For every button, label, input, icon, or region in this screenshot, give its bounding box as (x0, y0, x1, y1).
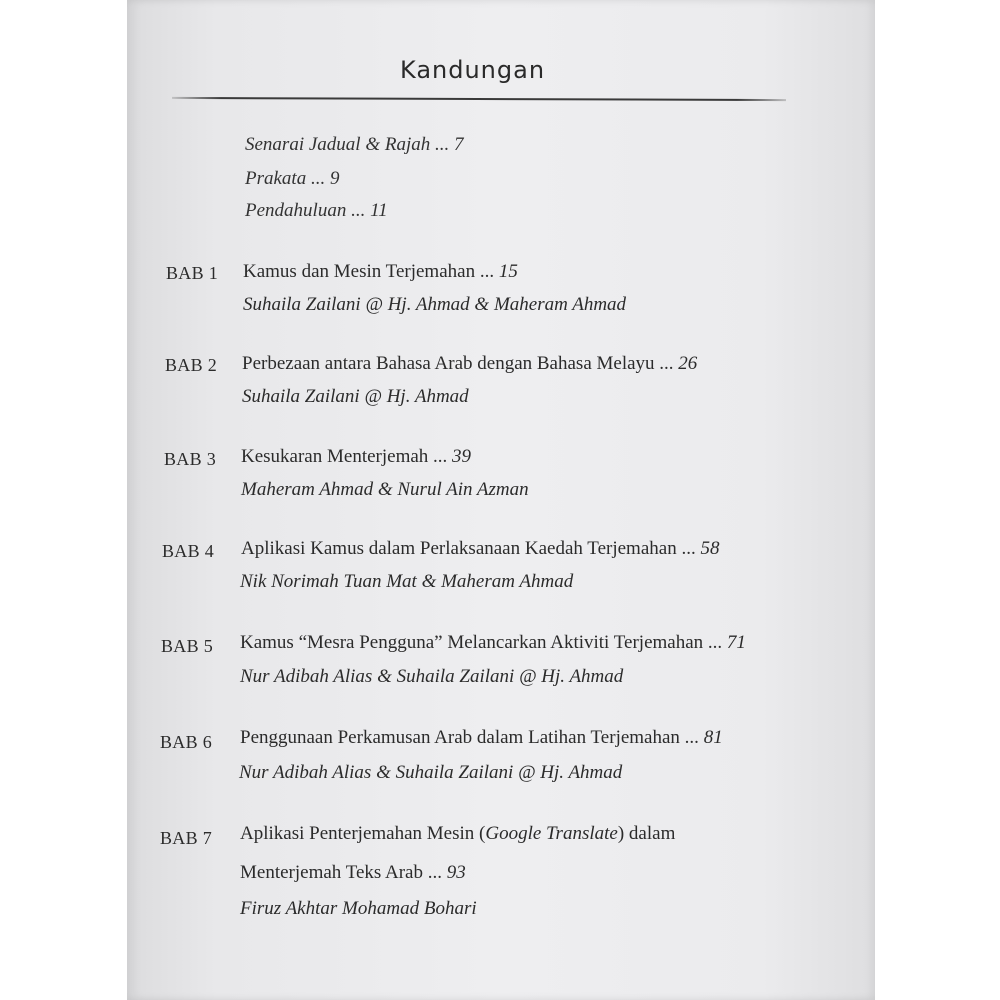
chapter-title-text: Kamus dan Mesin Terjemahan ... (243, 261, 495, 282)
chapter-number: BAB 6 (160, 732, 213, 752)
chapter-number: BAB 2 (165, 355, 218, 375)
chapter-number: BAB 3 (164, 449, 217, 469)
chapter-title-continued (240, 862, 466, 884)
chapter-page-number: 39 (452, 446, 472, 467)
chapter-authors: Nur Adibah Alias & Suhaila Zailani @ Hj. Ahmad (239, 762, 623, 783)
chapter-title-text: ) dalam (617, 823, 676, 844)
chapter-title (241, 538, 719, 560)
chapter-title-text: Aplikasi Penterjemahan Mesin ( (240, 823, 486, 844)
chapter-page-number: 15 (498, 261, 518, 282)
chapter-number: BAB 5 (161, 636, 214, 656)
chapter-page-number: 71 (726, 632, 746, 653)
front-matter-item: Prakata ... 9 (245, 168, 340, 189)
chapter-authors: Nik Norimah Tuan Mat & Maheram Ahmad (240, 571, 574, 592)
front-matter-item: Pendahuluan ... 11 (245, 200, 388, 221)
chapter-authors: Nur Adibah Alias & Suhaila Zailani @ Hj. Ahmad (240, 666, 624, 687)
chapter-page-number: 93 (446, 862, 466, 883)
chapter-page-number: 81 (703, 727, 723, 748)
chapter-authors: Suhaila Zailani @ Hj. Ahmad & Maheram Ahmad (243, 294, 627, 315)
chapter-title-text: Perbezaan antara Bahasa Arab dengan Bahasa Melayu ... (242, 353, 674, 374)
chapter-title (243, 261, 518, 283)
chapter-title-text: Menterjemah Teks Arab ... (240, 862, 442, 883)
chapter-title-text: Aplikasi Kamus dalam Perlaksanaan Kaedah Terjemahan ... (241, 538, 696, 559)
chapter-title-text: Penggunaan Perkamusan Arab dalam Latihan Terjemahan ... (240, 727, 699, 748)
chapter-authors: Firuz Akhtar Mohamad Bohari (240, 898, 477, 919)
chapter-number: BAB 4 (162, 541, 215, 561)
chapter-title-italic: Google Translate (485, 823, 618, 844)
chapter-page-number: 58 (700, 538, 720, 559)
chapter-number: BAB 7 (160, 828, 213, 848)
front-matter-item: Senarai Jadual & Rajah ... 7 (245, 134, 464, 155)
chapter-title (242, 353, 697, 375)
chapter-page-number: 26 (678, 353, 698, 374)
page-title: Kandungan (400, 56, 546, 84)
chapter-authors: Suhaila Zailani @ Hj. Ahmad (242, 386, 469, 407)
chapter-title (241, 446, 471, 468)
chapter-title (240, 823, 675, 845)
chapter-title-text: Kesukaran Menterjemah ... (241, 446, 448, 467)
chapter-title (240, 727, 723, 749)
chapter-authors: Maheram Ahmad & Nurul Ain Azman (241, 479, 529, 500)
chapter-title (240, 632, 746, 654)
chapter-number: BAB 1 (166, 263, 219, 283)
chapter-title-text: Kamus “Mesra Pengguna” Melancarkan Aktiviti Terjemahan ... (240, 632, 723, 653)
